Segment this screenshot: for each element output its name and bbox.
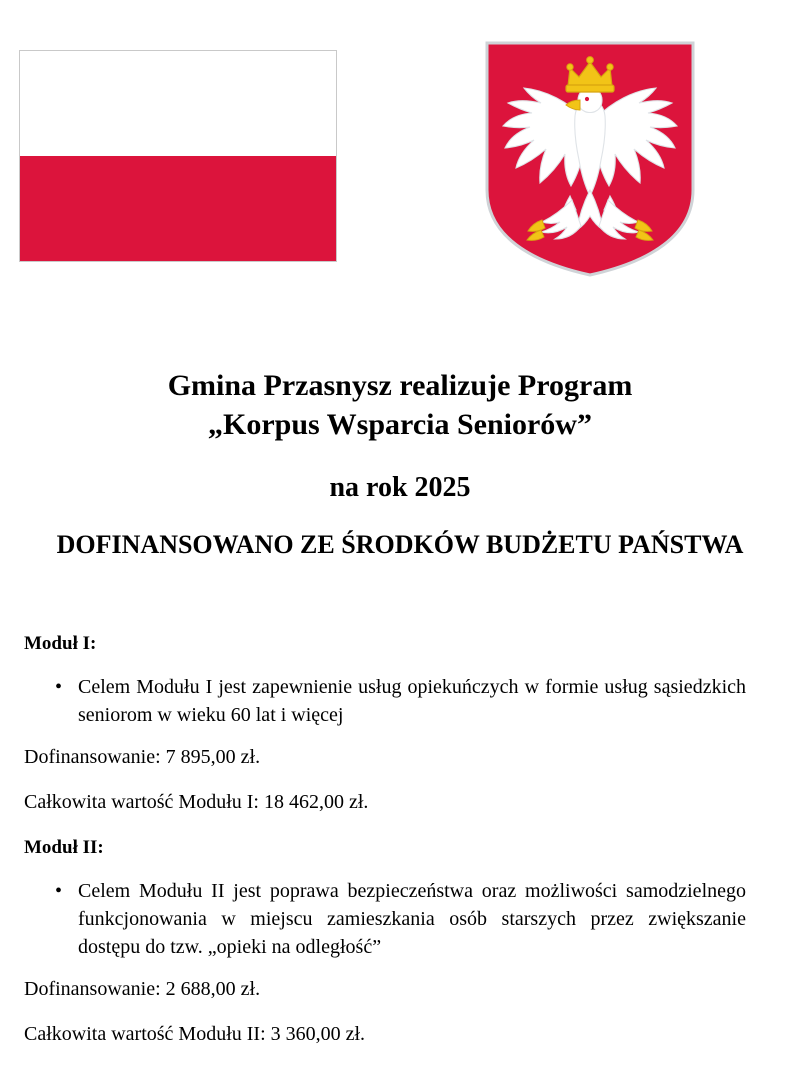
- module-description-2: Celem Modułu II jest poprawa bezpieczeństwa oraz możliwości samodzielnego funkcjonowania w miejscu zamieszkania osób starszych przez zwiększanie dostępu do tzw. „opieki na odległość”: [78, 880, 746, 958]
- cofinancing-amount-1: Dofinansowanie: 7 895,00 zł.: [24, 746, 261, 768]
- bullet-icon: •: [55, 880, 63, 902]
- program-title-line-2: „Korpus Wsparcia Seniorów”: [208, 408, 592, 441]
- flag-red-stripe: [20, 156, 336, 261]
- total-value-2: Całkowita wartość Modułu II: 3 360,00 zł.: [24, 1023, 366, 1045]
- total-value-1: Całkowita wartość Modułu I: 18 462,00 zł.: [24, 791, 369, 813]
- title-block: [24, 366, 776, 561]
- cofinancing-amount-2: Dofinansowanie: 2 688,00 zł.: [24, 978, 261, 1000]
- list-item: [24, 877, 746, 961]
- flag-white-stripe: [20, 51, 336, 156]
- module-list: [24, 632, 746, 1065]
- program-year: na rok 2025: [329, 472, 471, 503]
- module-description-1: Celem Modułu I jest zapewnienie usług opiekuńczych w formie usług sąsiedzkich seniorom w wieku 60 lat i więcej: [78, 676, 746, 726]
- bullet-icon: •: [55, 676, 63, 698]
- module-heading-2: Moduł II:: [24, 837, 104, 858]
- polish-flag: [19, 50, 337, 262]
- polish-coat-of-arms: [484, 40, 696, 278]
- list-item: [24, 673, 746, 729]
- program-title-line-1: Gmina Przasnysz realizuje Program: [167, 369, 633, 402]
- emblem-row: [0, 0, 800, 300]
- module-heading-1: Moduł I:: [24, 633, 97, 654]
- funding-statement: DOFINANSOWANO ZE ŚRODKÓW BUDŻETU PAŃSTWA: [56, 530, 744, 559]
